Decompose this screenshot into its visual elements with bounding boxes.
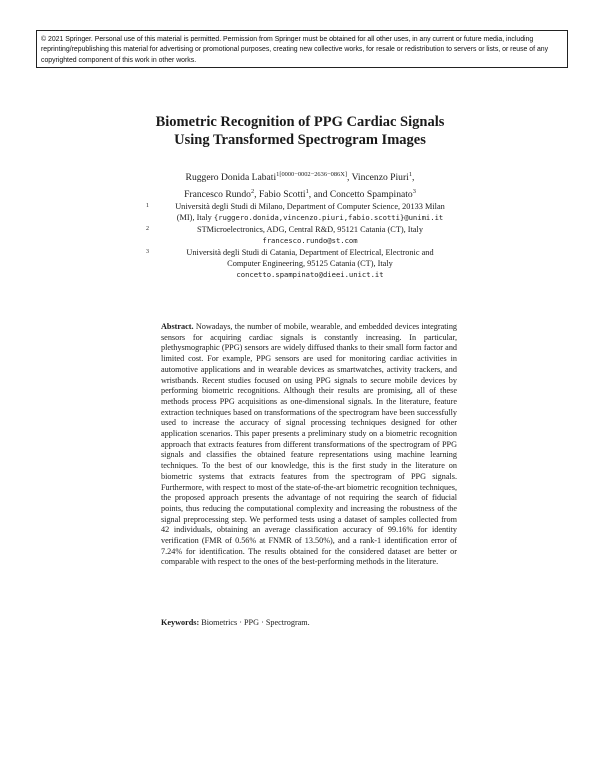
author-superscript: 2 (250, 187, 255, 195)
paper-title-line-2: Using Transformed Spectrogram Images (174, 132, 426, 148)
author-separator: , (412, 172, 415, 184)
author-superscript: 3 (412, 187, 416, 195)
author-line-2 (0, 185, 600, 202)
affiliation-number: 1 (146, 203, 149, 209)
affiliation-1 (146, 201, 466, 224)
affiliations (146, 201, 466, 281)
affiliation-2 (146, 224, 466, 247)
affiliation-text: Università degli Studi di Catania, Department of Electrical, Electronic and (186, 247, 434, 257)
affiliation-3 (146, 247, 466, 281)
affiliation-location: (MI), Italy (176, 213, 214, 223)
abstract-text: Nowadays, the number of mobile, wearable, and embedded devices integrating sensors for acquiring cardiac signals is constantly increasing. In particular, plethysmographic (PPG) sensors are widely diffused thanks to their small form factor and limited cost. For example, PPG sensors are used for monitoring cardiac activities in automotive applications and in wearable devices as smartwatches, activity trackers, and wristbands. Recent studies focused on using PPG signals to secure mobile devices by performing biometric recognitions. Although their results are promising, all of these methods process PPG acquisitions as one-dimensional signals. In the literature, feature extraction techniques based on transformations of the spectrogram have been successfully used to increase the accuracy of signal processing techniques designed for other application scenarios. This paper presents a preliminary study on a biometric recognition approach that extracts features from different transformations of the spectrogram of PPG signals and classifies the obtained feature representations using machine learning techniques. To the best of our knowledge, this is the first study in the literature on biometric systems that extracts features from the spectrogram of PPG signals. Furthermore, with respect to most of the state-of-the-art biometric recognition techniques, the proposed approach presents the advantage of not requiring the search of fiducial points, thus reducing the computational complexity and increasing the robustness of the signal preprocessing step. We performed tests using a dataset of samples collected from 42 individuals, obtaining an average classification accuracy of 99.16% for identity verification (FMR of 0.56% at FNMR of 13.50%), and a rank-1 identification error of 7.24% for identification. The results obtained for the considered dataset are better or comparable with respect to the ones of the best-performing methods in the literature. (161, 322, 458, 567)
author-superscript: 1[0000−0002−2636−086X] (276, 171, 347, 178)
author-line-1 (0, 168, 600, 185)
paper-title-line-1: Biometric Recognition of PPG Cardiac Signals (155, 114, 445, 130)
author-name: Francesco Rundo (184, 188, 251, 200)
author-superscript: 1 (305, 187, 309, 195)
keywords-label: Keywords: (161, 618, 200, 627)
author-name: , Vincenzo Piuri (346, 172, 409, 184)
abstract-label: Abstract. (161, 322, 194, 331)
affiliation-text: Computer Engineering, 95125 Catania (CT), Italy (227, 259, 393, 269)
affiliation-email: francesco.rundo@st.com (262, 236, 358, 246)
abstract (161, 322, 457, 568)
affiliation-text (154, 212, 466, 223)
affiliation-email: {ruggero.donida,vincenzo.piuri,fabio.scotti}@unimi.it (213, 213, 444, 223)
keywords (161, 618, 457, 627)
author-name: Ruggero Donida Labati (185, 172, 277, 184)
author-name: , Fabio Scotti (254, 188, 306, 200)
affiliation-email: concetto.spampinato@dieei.unict.it (236, 270, 384, 280)
affiliation-number: 3 (146, 248, 149, 255)
author-superscript: 1 (408, 171, 413, 178)
affiliation-number: 2 (146, 225, 149, 232)
keywords-text: Biometrics · PPG · Spectrogram. (201, 618, 310, 627)
author-name: , and Concetto Spampinato (308, 188, 413, 200)
author-list (0, 168, 600, 201)
affiliation-text: STMicroelectronics, ADG, Central R&D, 95121 Catania (CT), Italy (196, 224, 424, 234)
affiliation-text: Università degli Studi di Milano, Department of Computer Science, 20133 Milan (175, 202, 445, 211)
copyright-notice: © 2021 Springer. Personal use of this material is permitted. Permission from Springer must be obtained for all other uses, in any current or future media, including reprinting/republishing this material for advertising or promotional purposes, creating new collective works, for resale or redistribution to servers or lists, or reuse of any copyrighted component of this work in other works. (36, 30, 568, 68)
